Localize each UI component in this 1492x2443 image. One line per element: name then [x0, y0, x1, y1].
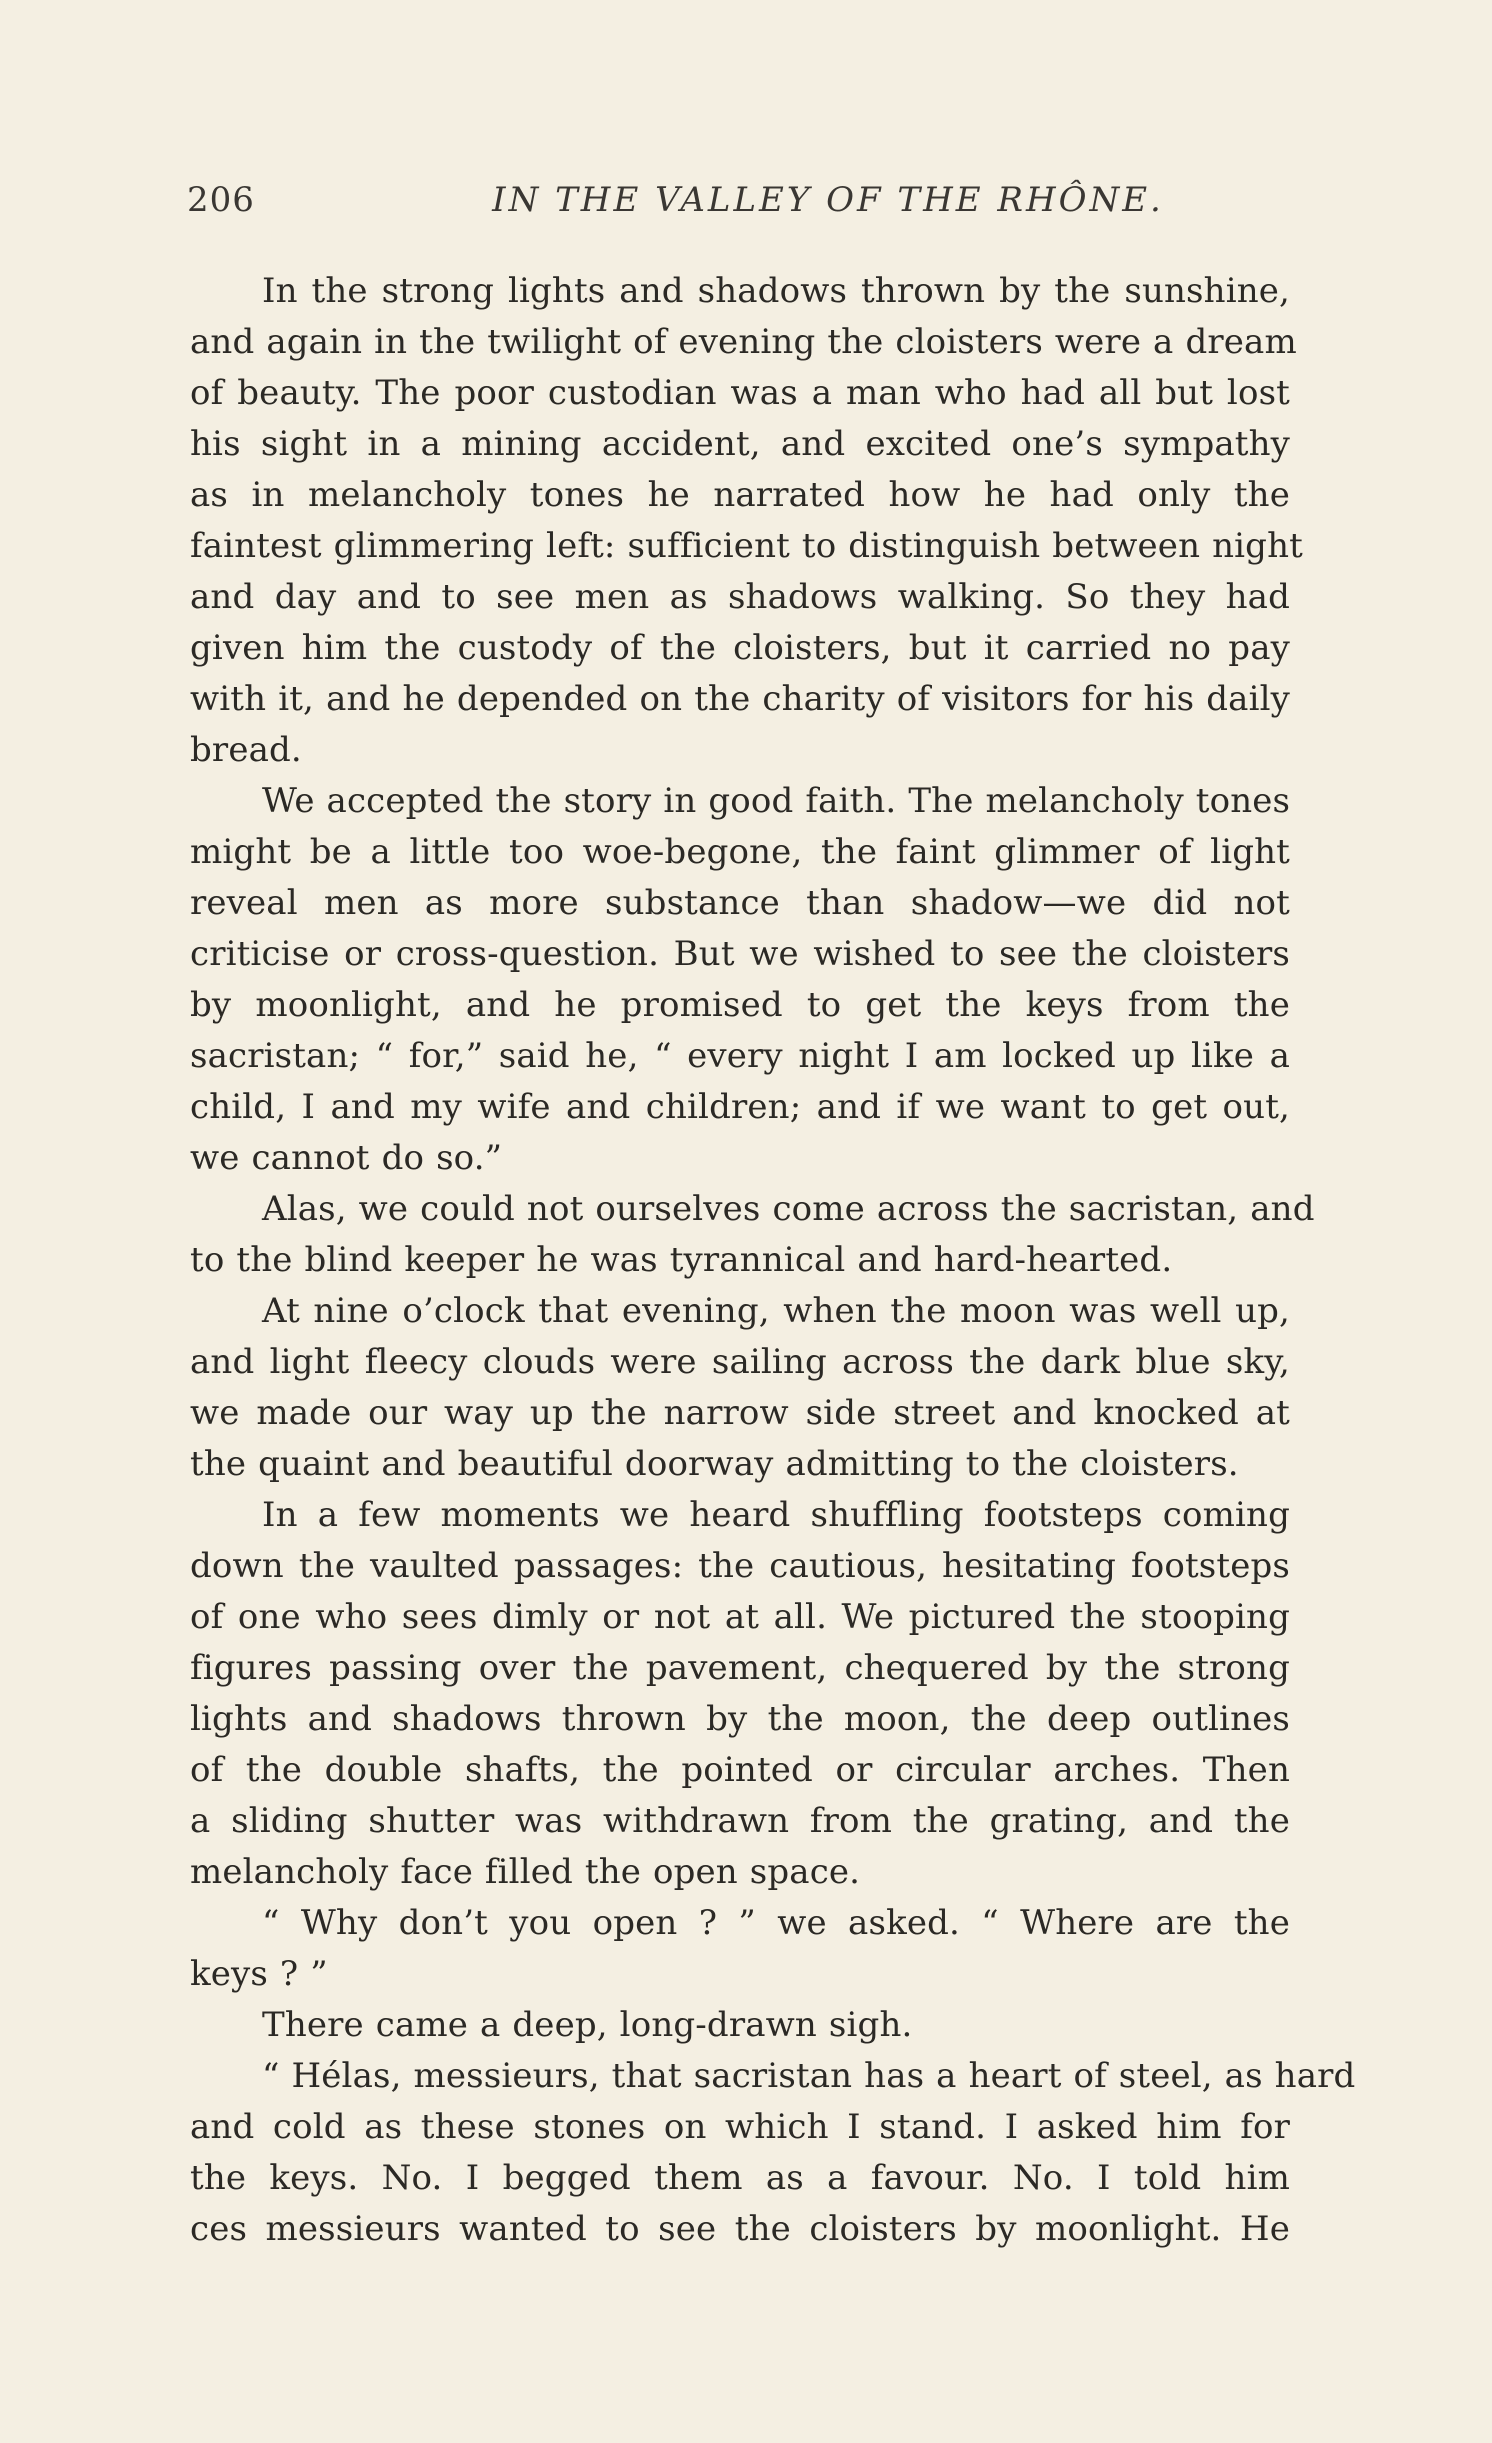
- text-line: faintest glimmering left: sufficient to distinguish between night: [190, 526, 1303, 566]
- text-line: reveal men as more substance than shadow—we did not: [190, 883, 1290, 923]
- text-line: down the vaulted passages: the cautious, hesitating footsteps: [190, 1546, 1290, 1586]
- text-line: a sliding shutter was withdrawn from the grating, and the: [190, 1801, 1290, 1841]
- text-line: “ Why don’t you open ? ” we asked. “ Where are the: [262, 1903, 1290, 1943]
- running-head: [187, 175, 1289, 225]
- text-line: In a few moments we heard shuffling footsteps coming: [262, 1495, 1290, 1535]
- text-line: we cannot do so.”: [190, 1138, 503, 1178]
- text-line: to the blind keeper he was tyrannical and hard-hearted.: [190, 1240, 1173, 1280]
- text-line: and cold as these stones on which I stand. I asked him for: [190, 2107, 1290, 2147]
- text-line: by moonlight, and he promised to get the keys from the: [190, 985, 1290, 1025]
- page-number: 206: [187, 180, 255, 220]
- text-line: Alas, we could not ourselves come across the sacristan, and: [262, 1189, 1315, 1229]
- text-line: At nine o’clock that evening, when the moon was well up,: [262, 1291, 1290, 1331]
- text-line: the keys. No. I begged them as a favour. No. I told him: [190, 2158, 1290, 2198]
- text-line: bread.: [190, 730, 302, 770]
- text-line: might be a little too woe-begone, the faint glimmer of light: [190, 832, 1290, 872]
- text-line: of the double shafts, the pointed or circular arches. Then: [190, 1750, 1290, 1790]
- text-line: lights and shadows thrown by the moon, the deep outlines: [190, 1699, 1290, 1739]
- text-line: “ Hélas, messieurs, that sacristan has a heart of steel, as hard: [262, 2056, 1356, 2096]
- text-line: and light fleecy clouds were sailing across the dark blue sky,: [190, 1342, 1290, 1382]
- text-line: his sight in a mining accident, and excited one’s sympathy: [190, 424, 1290, 464]
- running-title: IN THE VALLEY OF THE RHÔNE.: [492, 180, 1164, 220]
- text-line: the quaint and beautiful doorway admitting to the cloisters.: [190, 1444, 1239, 1484]
- text-line: as in melancholy tones he narrated how he had only the: [190, 475, 1290, 515]
- body-text: [190, 266, 1356, 2255]
- text-line: figures passing over the pavement, chequered by the strong: [190, 1648, 1290, 1688]
- text-line: with it, and he depended on the charity of visitors for his daily: [190, 679, 1290, 719]
- text-line: we made our way up the narrow side street and knocked at: [190, 1393, 1290, 1433]
- text-line: keys ? ”: [190, 1954, 328, 1994]
- text-line: given him the custody of the cloisters, but it carried no pay: [190, 628, 1290, 668]
- text-line: criticise or cross-question. But we wished to see the cloisters: [190, 934, 1290, 974]
- text-line: In the strong lights and shadows thrown by the sunshine,: [262, 271, 1290, 311]
- text-line: There came a deep, long-drawn sigh.: [262, 2005, 913, 2045]
- text-line: and again in the twilight of evening the cloisters were a dream: [190, 322, 1297, 362]
- text-line: ces messieurs wanted to see the cloisters by moonlight. He: [190, 2209, 1290, 2249]
- text-line: sacristan; “ for,” said he, “ every night I am locked up like a: [190, 1036, 1290, 1076]
- text-line: We accepted the story in good faith. The melancholy tones: [262, 781, 1291, 821]
- text-line: child, I and my wife and children; and if we want to get out,: [190, 1087, 1290, 1127]
- text-line: of one who sees dimly or not at all. We pictured the stooping: [190, 1597, 1290, 1637]
- text-line: and day and to see men as shadows walking. So they had: [190, 577, 1290, 617]
- text-line: of beauty. The poor custodian was a man who had all but lost: [190, 373, 1290, 413]
- text-line: melancholy face filled the open space.: [190, 1852, 861, 1892]
